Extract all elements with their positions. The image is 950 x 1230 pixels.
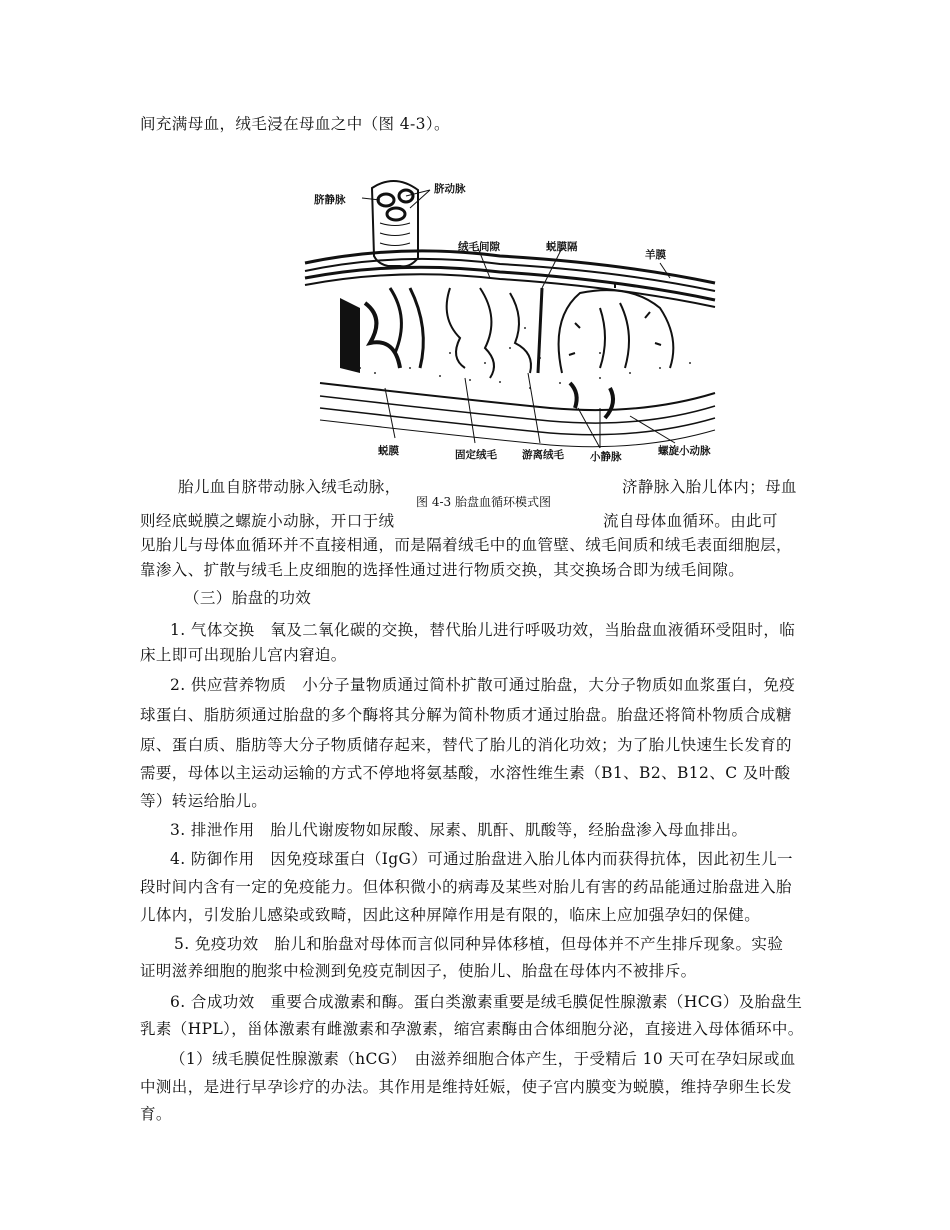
- label-umbilical-artery: 脐动脉: [434, 183, 466, 195]
- placenta-circulation-figure: [300, 168, 730, 468]
- text-line: 3. 排泄作用 胎儿代谢废物如尿酸、尿素、肌酐、肌酸等，经胎盘渗入母血排出。: [170, 821, 748, 839]
- label-amnion: 羊膜: [645, 249, 666, 261]
- text-line: 2. 供应营养物质 小分子量物质通过简朴扩散可通过胎盘，大分子物质如血浆蛋白，免疫: [170, 676, 796, 694]
- text-line: 证明滋养细胞的胞浆中检测到免疫克制因子，使胎儿、胎盘在母体内不被排斥。: [140, 962, 697, 980]
- label-intervillous-space: 绒毛间隙: [458, 241, 500, 253]
- label-umbilical-vein: 脐静脉: [314, 194, 346, 206]
- text-line: 间充满母血，绒毛浸在母血之中（图 4-3）。: [140, 115, 450, 133]
- text-line: 床上即可出现胎儿宫内窘迫。: [140, 646, 347, 664]
- label-spiral-artery: 螺旋小动脉: [658, 445, 711, 457]
- text-line: 5. 免疫功效 胎儿和胎盘对母体而言似同种异体移植，但母体并不产生排斥现象。实验: [174, 935, 784, 953]
- text-line: 需要，母体以主运动运输的方式不停地将氨基酸，水溶性维生素（B1、B2、B12、C 及叶酸: [140, 764, 791, 782]
- text-line: 原、蛋白质、脂肪等大分子物质储存起来，替代了胎儿的消化功效；为了胎儿快速生长发育的: [140, 736, 792, 754]
- figure-caption: 图 4-3 胎盘血循环模式图: [408, 493, 559, 511]
- text-line: 见胎儿与母体血循环并不直接相通，而是隔着绒毛中的血管壁、绒毛间质和绒毛表面细胞层，: [140, 536, 792, 554]
- text-line: 段时间内含有一定的免疫能力。但体积微小的病毒及某些对胎儿有害的药品能通过胎盘进入胎: [140, 878, 792, 896]
- label-decidual-septum: 蜕膜隔: [546, 241, 578, 253]
- text-line: 6. 合成功效 重要合成激素和酶。蛋白类激素重要是绒毛膜促性腺激素（HCG）及胎盘生: [170, 993, 803, 1011]
- label-small-vein: 小静脉: [590, 451, 622, 463]
- text-line: 中测出，是进行早孕诊疗的办法。其作用是维持妊娠，使子宫内膜变为蜕膜，维持孕卵生长发: [140, 1078, 792, 1096]
- text-line: 流自母体血循环。由此可: [603, 512, 778, 530]
- text-line: 4. 防御作用 因免疫球蛋白（IgG）可通过胎盘进入胎儿体内而获得抗体，因此初生儿一: [170, 850, 793, 868]
- placenta-diagram: [300, 168, 730, 468]
- text-line: 靠渗入、扩散与绒毛上皮细胞的选择性通过进行物质交换，其交换场合即为绒毛间隙。: [140, 561, 745, 579]
- text-line: 育。: [140, 1105, 172, 1123]
- label-decidua: 蜕膜: [378, 445, 399, 457]
- text-line: 儿体内，引发胎儿感染或致畸，因此这种屏障作用是有限的，临床上应加强孕妇的保健。: [140, 906, 761, 924]
- label-anchoring-villus: 固定绒毛: [455, 449, 497, 461]
- text-line: 则经底蜕膜之螺旋小动脉，开口于绒: [140, 512, 395, 530]
- section-heading: （三）胎盘的功效: [184, 589, 312, 607]
- text-line: 济静脉入胎儿体内；母血: [622, 478, 797, 496]
- text-line: （1）绒毛膜促性腺激素（hCG） 由滋养细胞合体产生，于受精后 10 天可在孕妇尿或血: [170, 1050, 796, 1068]
- text-line: 1. 气体交换 氧及二氧化碳的交换，替代胎儿进行呼吸功效，当胎盘血液循环受阻时，临: [170, 621, 796, 639]
- label-free-villus: 游离绒毛: [522, 449, 564, 461]
- text-line: 球蛋白、脂肪须通过胎盘的多个酶将其分解为简朴物质才通过胎盘。胎盘还将简朴物质合成糖: [140, 706, 792, 724]
- text-line: 等）转运给胎儿。: [140, 792, 268, 810]
- text-line: 胎儿血自脐带动脉入绒毛动脉，: [178, 478, 401, 496]
- text-line: 乳素（HPL），甾体激素有雌激素和孕激素，缩宫素酶由合体细胞分泌，直接进入母体循环中。: [140, 1020, 804, 1038]
